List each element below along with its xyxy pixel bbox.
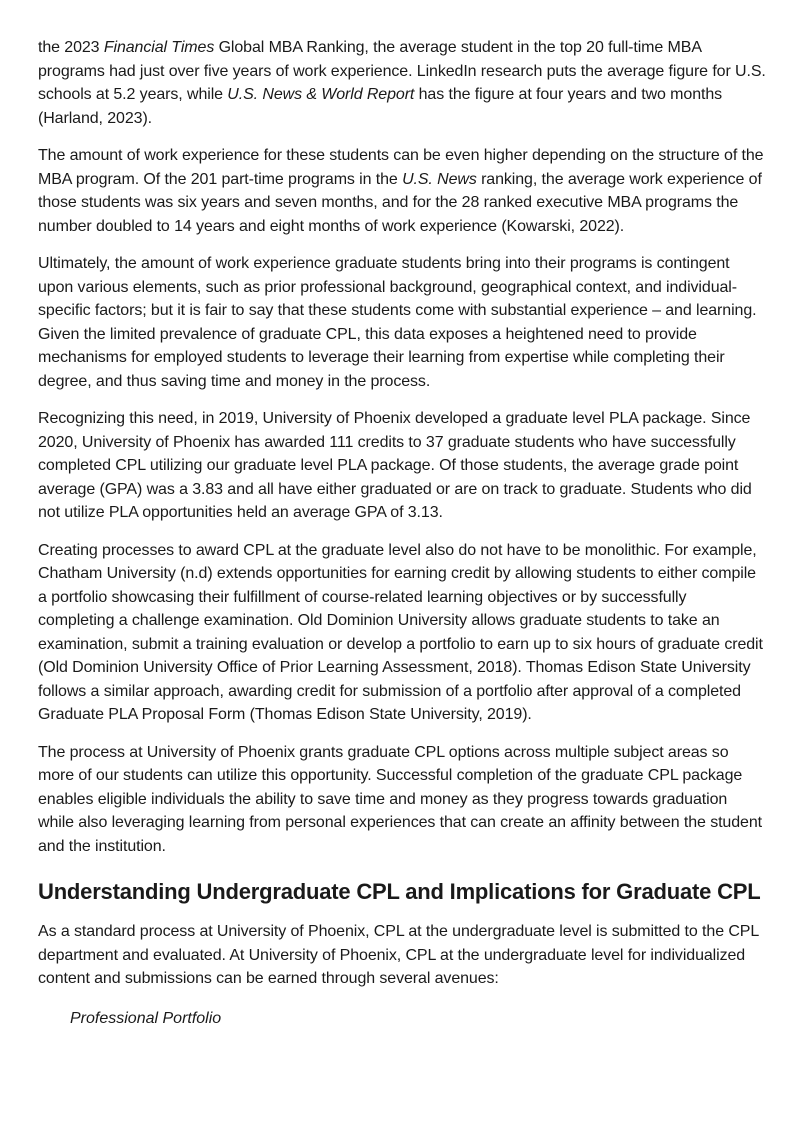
document-page	[38, 36, 766, 1030]
list-item-professional-portfolio: Professional Portfolio	[70, 1009, 222, 1027]
para-4-run-1: Recognizing this need, in 2019, University of Phoenix developed a graduate level PLA package. Since 2020, University of Phoenix has awarded 111 credits to 37 graduate students who have successfully completed CPL utilizing our graduate level PLA package. Of those students, the average grade point average (GPA) was a 3.83 and all have either graduated or are on track to graduate. Students who did not utilize PLA opportunities held an average GPA of 3.13.	[38, 410, 752, 521]
para-1-run-3: Global MBA Ranking, the average student in the top 20 full-time MBA programs had just over five years of work experience. LinkedIn research puts the average figure for U.S. schools at 5.2 years, while	[38, 39, 766, 103]
para-2-run-3: ranking, the average work experience of those students was six years and seven months, and for the 28 ranked executive MBA programs the number doubled to 14 years and eight months of work experience (Kowarski, 2022).	[38, 170, 762, 235]
para-1-run-2: Financial Times	[103, 39, 215, 56]
paragraph-5	[38, 539, 766, 727]
paragraph-4	[38, 407, 766, 525]
para-1-run-4: U.S. News & World Report	[227, 86, 415, 103]
para-5-run-1: Creating processes to award CPL at the graduate level also do not have to be monolithic. For example, Chatham University (n.d) extends opportunities for earning credit by allowing students to either compile a portfolio showcasing their fulfillment of course-related learning objectives or by successfully completing a challenge examination. Old Dominion University allows graduate students to take an examination, submit a training evaluation or develop a portfolio to earn up to six hours of graduate credit (Old Dominion University Office of Prior Learning Assessment, 2018). Thomas Edison State University follows a similar approach, awarding credit for submission of a portfolio after approval of a completed Graduate PLA Proposal Form (Thomas Edison State University, 2019).	[38, 541, 763, 723]
paragraph-6	[38, 741, 766, 859]
para-1-run-5: has the figure at four years and two months (Harland, 2023).	[38, 86, 723, 127]
paragraph-3	[38, 252, 766, 393]
section-paragraph: As a standard process at University of Phoenix, CPL at the undergraduate level is submitted to the CPL department and evaluated. At University of Phoenix, CPL at the undergraduate level for individualized content and submissions can be earned through several avenues:	[38, 923, 759, 987]
section-heading: Understanding Undergraduate CPL and Implications for Graduate CPL	[38, 879, 761, 904]
para-6-run-1: The process at University of Phoenix grants graduate CPL options across multiple subject areas so more of our students can utilize this opportunity. Successful completion of the graduate CPL package enables eligible individuals the ability to save time and money as they progress towards graduation while also leveraging learning from personal experiences that can create an affinity between the student and the institution.	[38, 743, 762, 855]
para-3-run-1: Ultimately, the amount of work experience graduate students bring into their programs is contingent upon various elements, such as prior professional background, geographical context, and individual-specific factors; but it is fair to say that these students come with substantial experience – and learning. Given the limited prevalence of graduate CPL, this data exposes a heightened need to provide mechanisms for employed students to leverage their learning from expertise while completing their degree, and thus saving time and money in the process.	[38, 255, 757, 390]
para-2-run-1: The amount of work experience for these students can be even higher depending on the structure of the MBA program. Of the 201 part-time programs in the	[38, 147, 764, 188]
paragraph-1	[38, 36, 766, 130]
para-2-run-2: U.S. News	[402, 170, 477, 188]
paragraph-2	[38, 144, 766, 238]
para-1-run-1: the 2023	[38, 39, 104, 56]
